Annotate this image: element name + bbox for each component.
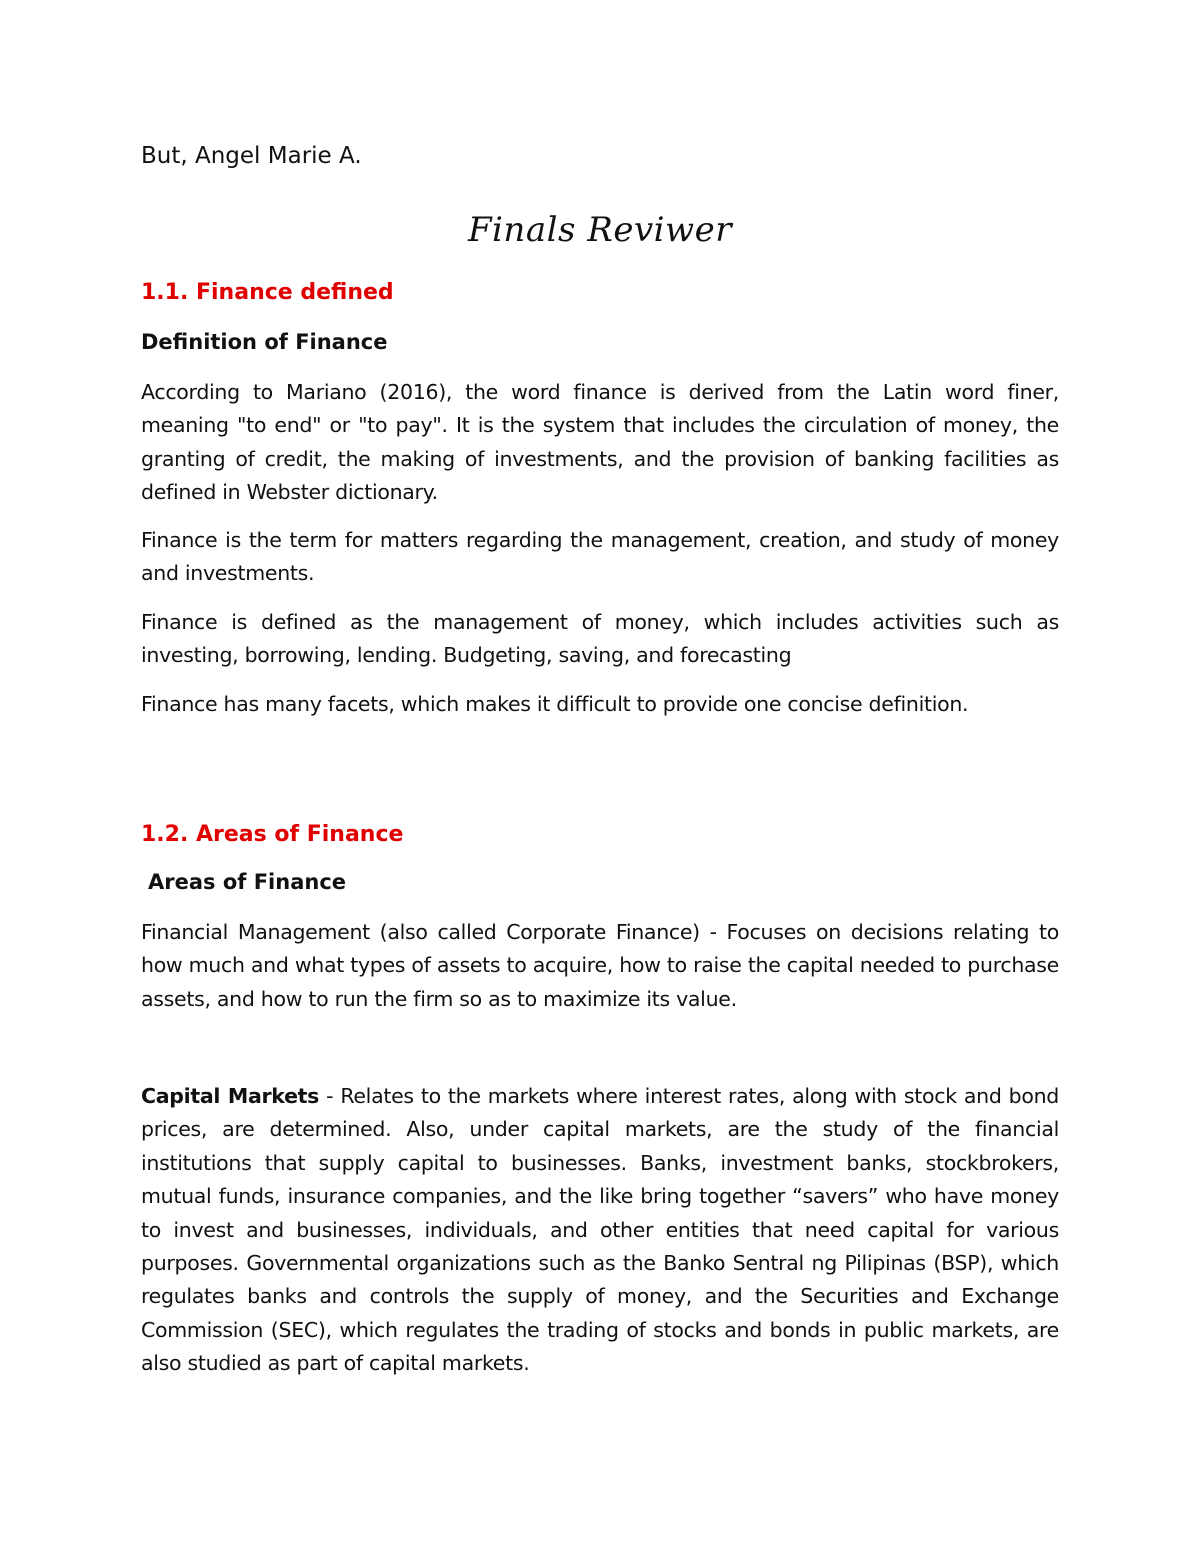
author-name: But, Angel Marie A. (141, 143, 362, 169)
document-title: Finals Reviwer (467, 210, 733, 250)
section-heading-finance-defined: 1.1. Finance defined (141, 280, 394, 305)
subheading-areas-of-finance: Areas of Finance (148, 870, 347, 894)
paragraph-definition-facets: Finance has many facets, which makes it difficult to provide one concise definition. (141, 692, 969, 716)
paragraph-capital-markets (141, 1080, 1059, 1381)
paragraph-definition-term: Finance is the term for matters regarding the management, creation, and study of money and investments. (141, 528, 1059, 586)
paragraph-financial-management: Financial Management (also called Corporate Finance) - Focuses on decisions relating to how much and what types of assets to acquire, how to raise the capital needed to purchase assets, and how to run the firm so as to maximize its value. (141, 920, 1059, 1011)
section-heading-areas-of-finance: 1.2. Areas of Finance (141, 822, 404, 847)
paragraph-definition-mariano: According to Mariano (2016), the word finance is derived from the Latin word finer, meaning "to end" or "to pay". It is the system that includes the circulation of money, the granting of credit, the making of investments, and the provision of banking facilities as defined in Webster dictionary. (141, 380, 1059, 505)
capital-markets-term: Capital Markets (141, 1084, 320, 1108)
capital-markets-text: - Relates to the markets where interest rates, along with stock and bond prices, are determined. Also, under capital markets, are the study of the financial institutions that supply capital to businesses. Banks, investment banks, stockbrokers, mutual funds, insurance companies, and the like bring together “savers” who have money to invest and businesses, individuals, and other entities that need capital for various purposes. Governmental organizations such as the Banko Sentral ng Pilipinas (BSP), which regulates banks and controls the supply of money, and the Securities and Exchange Commission (SEC), which regulates the trading of stocks and bonds in public markets, are also studied as part of capital markets. (141, 1084, 1059, 1376)
subheading-definition-of-finance: Definition of Finance (141, 330, 388, 354)
paragraph-definition-management: Finance is defined as the management of money, which includes activities such as investing, borrowing, lending. Budgeting, saving, and forecasting (141, 610, 1059, 668)
